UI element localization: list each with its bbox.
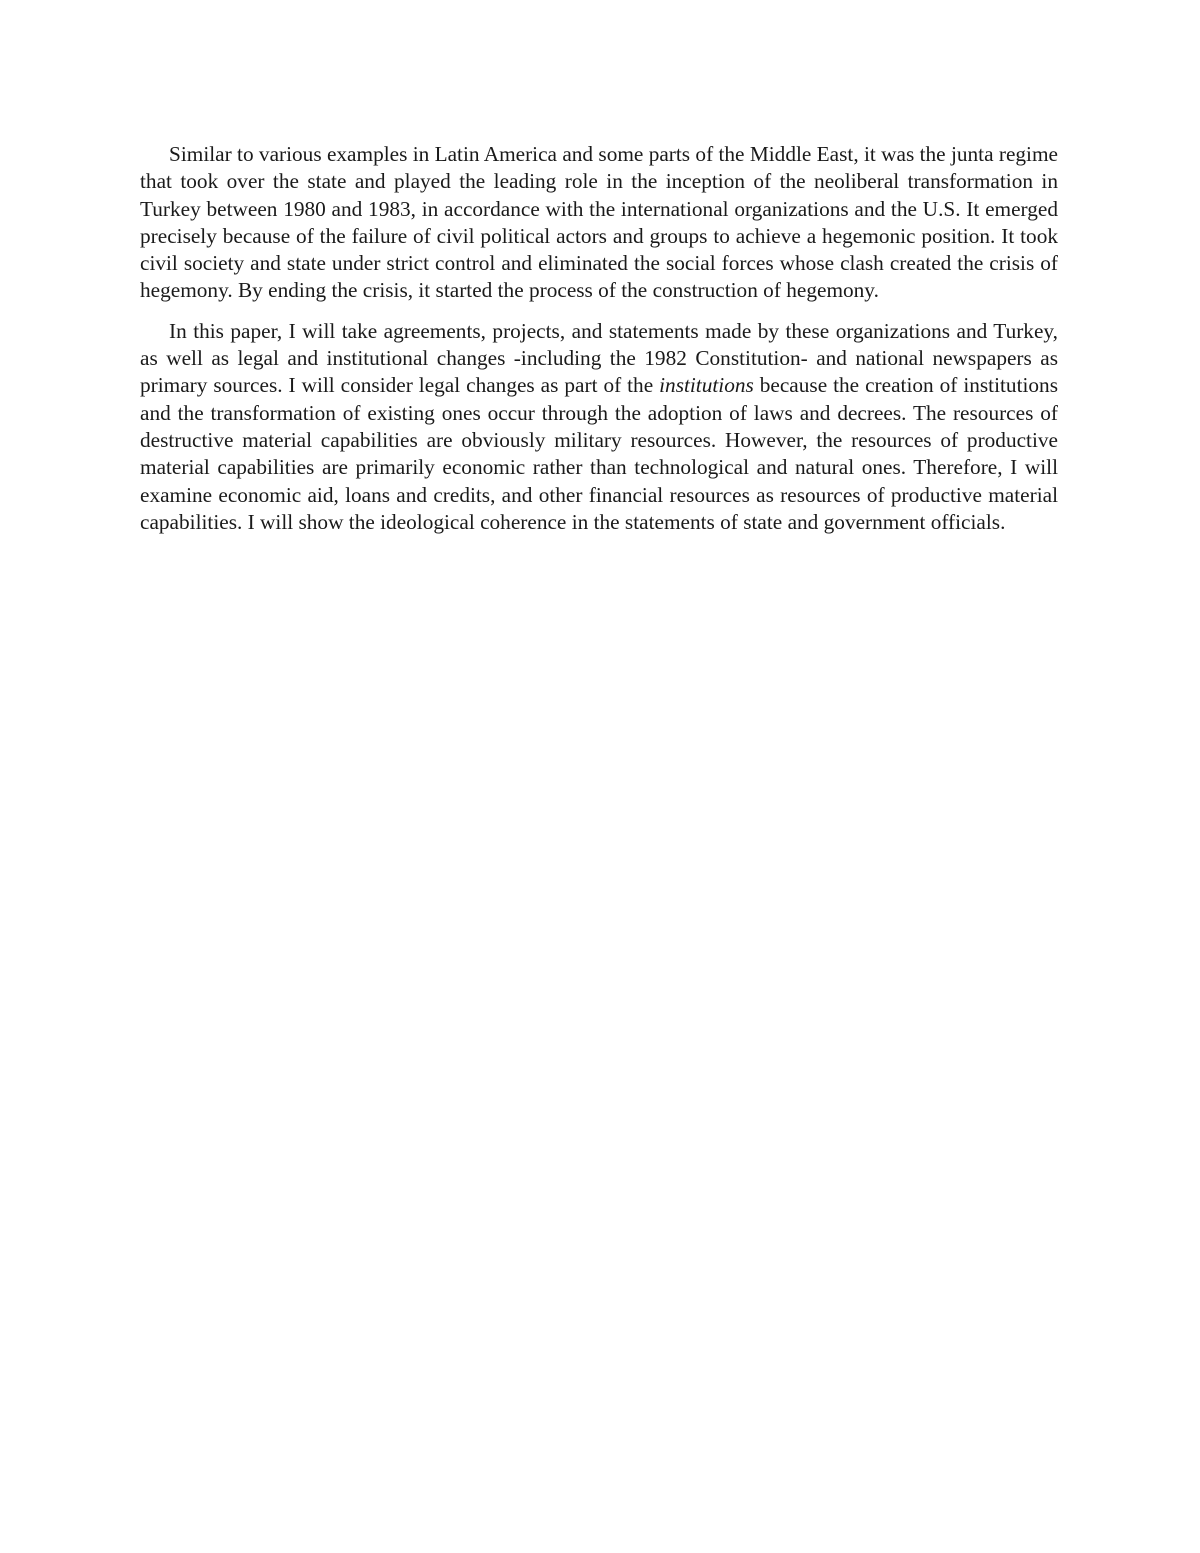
paragraph-2-text-before: In this paper, I will take agreements, projects, and statements made by these organizations and Turkey, as well as legal and institutional changes -including the 1982 Constitution- and national newspapers as primary sources. I will consider legal changes as part of the [140, 318, 1058, 398]
body-text [140, 141, 1058, 549]
paragraph-2 [140, 318, 1058, 536]
paragraph-2-text-after: because the creation of institutions and the transformation of existing ones occur through the adoption of laws and decrees. The resources of destructive material capabilities are obviously military resources. However, the resources of productive material capabilities are primarily economic rather than technological and natural ones. Therefore, I will examine economic aid, loans and credits, and other financial resources as resources of productive material capabilities. I will show the ideological coherence in the statements of state and government officials. [140, 373, 1058, 534]
italic-term: institutions [659, 373, 754, 398]
paragraph-1-text: Similar to various examples in Latin America and some parts of the Middle East, it was the junta regime that took over the state and played the leading role in the inception of the neoliberal transformation in Turkey between 1980 and 1983, in accordance with the international organizations and the U.S. It emerged precisely because of the failure of civil political actors and groups to achieve a hegemonic position. It took civil society and state under strict control and eliminated the social forces whose clash created the crisis of hegemony. By ending the crisis, it started the process of the construction of hegemony. [140, 142, 1058, 303]
paragraph-1 [140, 141, 1058, 305]
